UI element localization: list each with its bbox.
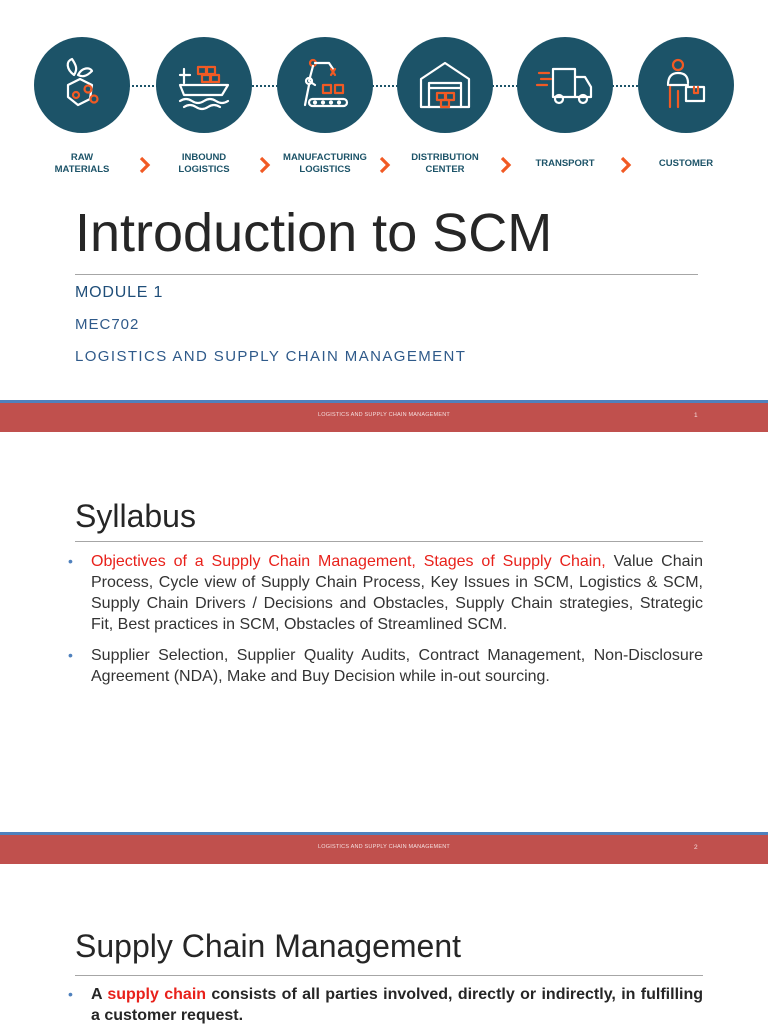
label-line: LOGISTICS [178,164,230,175]
label-line: INBOUND [181,152,227,163]
robot-arm-icon [295,55,355,115]
bullet-icon: • [68,647,73,663]
chevron-right-icon [500,156,512,174]
slide-1 [0,0,768,432]
step-distribution-center [397,37,493,133]
chevron-right-icon [259,156,271,174]
chevron-right-icon [379,156,391,174]
item-text: Supplier Selection, Supplier Quality Audits, Contract Management, Non-Disclosure Agreement (NDA), Make and Buy Decision while in-out sourcing. [91,647,703,685]
label-line: MANUFACTURING [283,152,367,163]
step-label-transport [510,158,620,170]
step-label-manufacturing-logistics [270,152,380,176]
step-label-raw-materials [27,152,137,176]
step-label-distribution-center [390,152,500,176]
slide-2 [0,432,768,864]
item-text: Value Chain Process, Cycle view of Supply Chain Process, Key Issues in SCM, Logistics & SCM, Supply Chain Drivers / Decisions and Obstacles, Supply Chain strategies, Strategic Fit, Best practices in SCM, Obstacles of Streamlined SCM. [91,553,703,633]
slide-footer [0,832,768,864]
module-label: MODULE 1 [75,284,164,301]
step-raw-materials [34,37,130,133]
course-name: LOGISTICS AND SUPPLY CHAIN MANAGEMENT [75,348,467,365]
bullet-icon: • [68,986,73,1002]
label-line: TRANSPORT [535,158,595,169]
highlighted-text: supply chain [107,986,207,1003]
label-line: RAW [70,152,94,163]
highlighted-text: Objectives of a Supply Chain Management, Stages of Supply Chain, [91,553,606,570]
step-label-customer [631,158,741,170]
course-code: MEC702 [75,316,140,333]
step-transport [517,37,613,133]
heading-divider [75,975,703,976]
item-text: A [91,986,108,1003]
raw-materials-icon [52,55,112,115]
list-item [68,645,703,687]
item-text: consists of all parties involved, directly or indirectly, in fulfilling a customer request. [91,986,704,1024]
chevron-right-icon [620,156,632,174]
label-line: DISTRIBUTION [411,152,479,163]
bullet-icon: • [68,553,73,569]
chevron-right-icon [139,156,151,174]
page-number: 2 [694,844,698,851]
slide-heading: Supply Chain Management [75,928,462,964]
step-label-inbound-logistics [149,152,259,176]
footer-text: LOGISTICS AND SUPPLY CHAIN MANAGEMENT [318,412,450,418]
title-divider [75,274,698,275]
heading-divider [75,541,703,542]
slide-3 [0,864,768,1024]
warehouse-icon [415,55,475,115]
step-manufacturing-logistics [277,37,373,133]
list-item [68,551,703,635]
scm-definition-list [68,984,704,1036]
step-customer [638,37,734,133]
syllabus-list [68,551,703,697]
slide-heading: Syllabus [75,498,196,534]
label-line: LOGISTICS [299,164,351,175]
footer-text: LOGISTICS AND SUPPLY CHAIN MANAGEMENT [318,844,450,850]
delivery-truck-icon [535,55,595,115]
customer-icon [656,55,716,115]
label-line: MATERIALS [54,164,110,175]
slide-title: Introduction to SCM [75,203,553,263]
slide-footer [0,400,768,432]
cargo-ship-icon [174,55,234,115]
page-number: 1 [694,412,698,419]
list-item [68,984,704,1026]
label-line: CUSTOMER [658,158,714,169]
step-inbound-logistics [156,37,252,133]
label-line: CENTER [425,164,465,175]
supply-chain-process-flow [0,0,768,190]
